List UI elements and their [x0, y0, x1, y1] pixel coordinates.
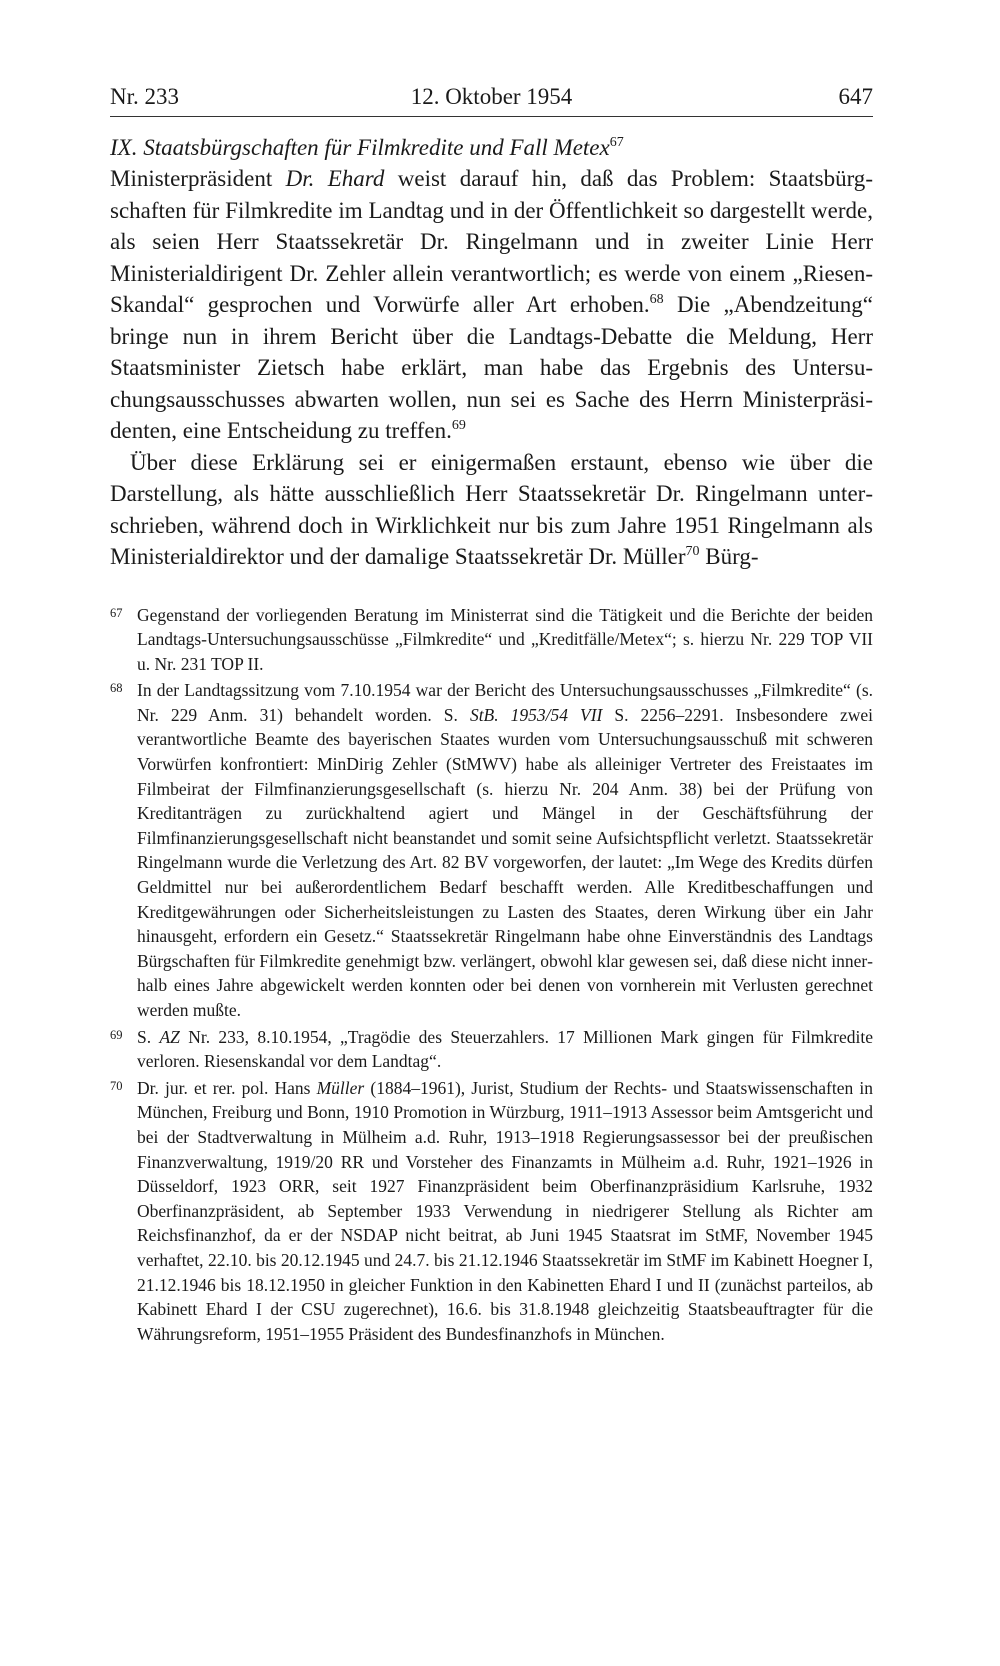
- document-page: [110, 82, 873, 1348]
- footnote-text-a: Dr. jur. et rer. pol. Hans: [137, 1077, 317, 1098]
- paragraph-1-part-b: weist darauf hin, daß das Problem: Staatsbürgschaften für Filmkredite im Landtag und in der Öffentlichkeit so dargestellt werde, als seien Herr Staatssekretär Dr. Ringelmann und in zweiter Linie Herr Ministerialdirigent Dr. Zehler allein verantwortlich; es werde von einem „Riesen-Skandal“ gesprochen und Vorwürfe aller Art erhoben.: [110, 166, 873, 317]
- paragraph-2: [110, 447, 873, 573]
- source-citation: AZ: [159, 1026, 180, 1047]
- footnote-text-b: (1884–1961), Jurist, Studium der Rechts- und Staatswissenschaften in München, Freiburg und Bonn, 1910 Promotion in Würzburg, 1911–1913 Assessor beim Amtsgericht und bei der Stadtverwaltung in Mülheim a.d. Ruhr, 1913–1918 Regierungsassessor bei der preußischen Finanzverwaltung, 1919/20 RR und Vorsteher des Finanzamts in Mülheim a.d. Ruhr, 1921–1926 in Düsseldorf, 1923 ORR, seit 1927 Finanzpräsident beim Oberfinanzpräsidium Karlsruhe, 1932 Oberfinanzpräsident, ab September 1933 Verwendung in niedrigerer Stellung als Richter am Reichsfinanzhof, da er der NSDAP nicht beitrat, ab Juni 1945 Staatsrat im StMF, November 1945 verhaftet, 22.10. bis 20.12.1945 und 24.7. bis 21.12.1946 Staatssekretär im StMF im Kabinett Hoegner I, 21.12.1946 bis 18.12.1950 in gleicher Funktion in den Kabinetten Ehard I und II (zunächst parteilos, ab Kabinett Ehard I der CSU zugerechnet), 16.6. bis 31.8.1948 gleichzeitig Staatsbeauftragter für die Währungsreform, 1951–1955 Präsident des Bundesfinanzhofs in München.: [137, 1077, 873, 1344]
- footnote-number: 68: [110, 681, 123, 696]
- paragraph-2-part-a: Über diese Erklärung sei er einigermaßen erstaunt, ebenso wie über die Darstellung, als hätte ausschließlich Herr Staatssekretär Dr. Ringelmann unterschrieben, während doch in Wirklichkeit nur bis zum Jahre 1951 Ringelmann als Ministerialdirektor und der damalige Staatssekretär Dr. Müller: [110, 449, 873, 569]
- session-date: 12. Oktober 1954: [410, 84, 573, 109]
- footnote-number: 67: [110, 605, 123, 620]
- footnote-70: [110, 1076, 873, 1347]
- footnote-68: [110, 678, 873, 1022]
- document-number: Nr. 233: [110, 84, 179, 109]
- paragraph-2-part-b: Bürg-: [699, 544, 759, 569]
- footnote-69: [110, 1025, 873, 1074]
- footnote-text-b: Nr. 233, 8.10.1954, „Tragödie des Steuerzahlers. 17 Millionen Mark gingen für Filmkredite verloren. Riesenskandal vor dem Landtag“.: [137, 1026, 873, 1072]
- paragraph-1-part-a: Ministerpräsident: [110, 166, 286, 191]
- footnote-ref-68[interactable]: 68: [649, 292, 664, 307]
- speaker-name: Dr. Ehard: [285, 166, 385, 191]
- person-name: Müller: [316, 1077, 365, 1098]
- paragraph-1: [110, 163, 873, 447]
- footnote-text-a: In der Landtagssitzung vom 7.10.1954 war der Bericht des Untersuchungsausschusses „Filmkredite“ (s. Nr. 229 Anm. 31) behandelt worden. S.: [137, 680, 873, 725]
- footnote-ref-69[interactable]: 69: [451, 418, 466, 433]
- section-heading: [110, 133, 873, 163]
- footnote-number: 69: [110, 1027, 123, 1042]
- paragraph-1-part-c: Die „Abendzeitung“ bringe nun in ihrem Bericht über die Landtags-Debatte die Meldung, Herr Staatsminister Zietsch habe erklärt, man habe das Ergebnis des Untersuchungsausschusses abwarten wollen, nun sei es Sache des Herrn Ministerpräsidenten, eine Entscheidung zu treffen.: [110, 292, 873, 443]
- footnote-number: 70: [110, 1078, 123, 1093]
- page-number: 647: [838, 84, 873, 109]
- footnote-67: [110, 603, 873, 677]
- footnote-text-b: S. 2256–2291. Insbesondere zwei verantwortliche Beamte des bayerischen Staates wurden vom Untersuchungsausschuß mit schweren Vorwürfen konfrontiert: MinDirig Zehler (StMWV) habe als alleiniger Vertreter des Freistaates im Filmbeirat der Filmfinanzierungsgesellschaft (s. hierzu Nr. 204 Anm. 38) bei der Prüfung von Kreditanträgen zu zurückhaltend agiert und Mängel in der Geschäftsführung der Filmfinanzierungsgesellschaft nicht beanstandet und somit seine Aufsichtspflicht verletzt. Staatssekretär Ringelmann wurde die Verletzung des Art. 82 BV vorgeworfen, der lautet: „Im Wege des Kredits dürfen Geldmittel nur bei außerordentlichem Bedarf beschafft werden. Alle Kreditbeschaffungen und Kreditgewährungen oder Sicherheitsleistungen zu Lasten des Staates, deren Wirkung über ein Jahr hinausgeht, erfordern ein Gesetz.“ Staatssekretär Ringelmann habe ohne Einverständnis des Landtags Bürgschaften für Filmkredite genehmigt bzw. verlängert, obwohl klar gewesen sei, daß diese nicht innerhalb eines Jahre abgewickelt werden konnten oder bei denen von vornherein mit Verlusten gerechnet werden mußte.: [137, 704, 873, 1020]
- running-header: [110, 82, 873, 117]
- main-text: [110, 163, 873, 573]
- footnote-ref-70[interactable]: 70: [685, 544, 700, 559]
- footnote-text: Gegenstand der vorliegenden Beratung im Ministerrat sind die Tätigkeit und die Berichte der beiden Landtags-Untersuchungsausschüsse „Filmkredite“ und „Kreditfälle/Metex“; s. hierzu Nr. 229 TOP VII u. Nr. 231 TOP II.: [137, 604, 873, 674]
- footnotes: [110, 603, 873, 1347]
- source-citation: StB. 1953/54 VII: [469, 704, 603, 725]
- footnote-text-a: S.: [137, 1026, 160, 1047]
- section-heading-text: IX. Staatsbürgschaften für Filmkredite und Fall Metex: [110, 135, 610, 160]
- footnote-ref-67[interactable]: 67: [609, 135, 624, 150]
